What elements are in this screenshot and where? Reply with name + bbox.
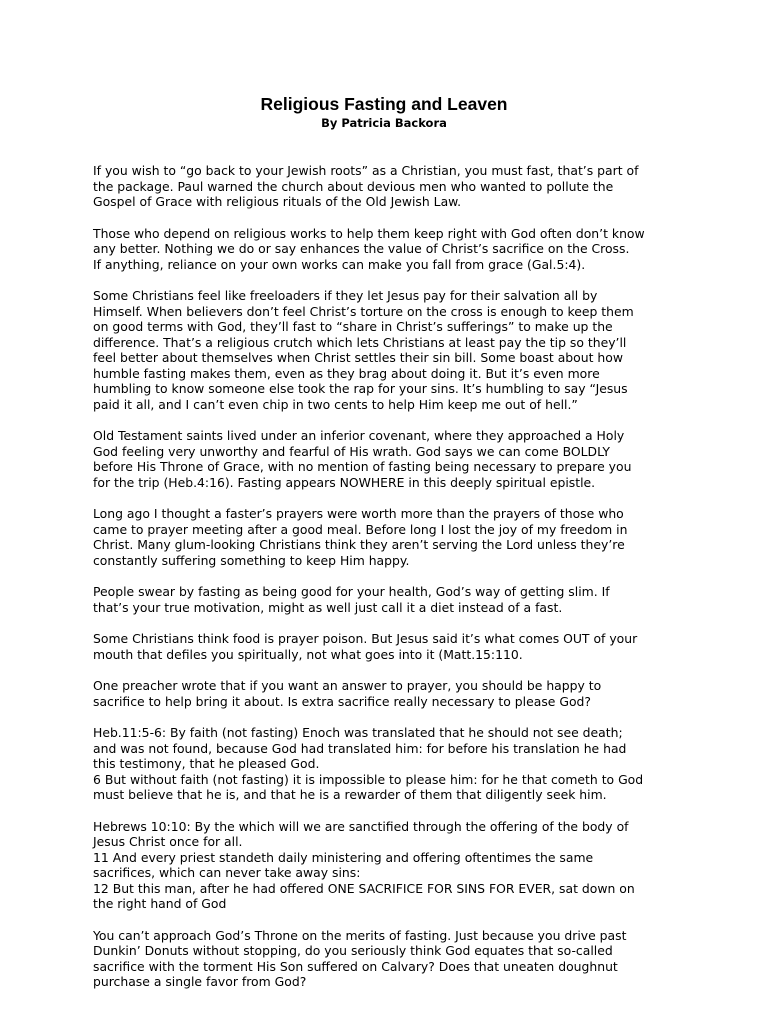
text-line: the package. Paul warned the church about devious men who wanted to pollute the: [93, 178, 614, 194]
text-line: this testimony, that he pleased God.: [93, 756, 320, 771]
paragraph: [93, 428, 683, 490]
text-line: Some Christians feel like freeloaders if they let Jesus pay for their salvation all by: [93, 288, 598, 303]
text-line: sacrifice with the torment His Son suffered on Calvary? Does that uneaten doughnut: [93, 958, 618, 974]
paragraph: [93, 631, 683, 662]
text-line: purchase a single favor from God?: [93, 974, 307, 989]
text-line: Heb.11:5-6: By faith (not fasting) Enoch was translated that he should not see death;: [93, 725, 623, 740]
paragraph: [93, 928, 683, 990]
text-line: sacrifices, which can never take away sins:: [93, 865, 361, 880]
text-line: Old Testament saints lived under an inferior covenant, where they approached a Holy: [93, 428, 625, 443]
text-line: Gospel of Grace with religious rituals of the Old Jewish Law.: [93, 194, 462, 209]
text-line: that’s your true motivation, might as well just call it a diet instead of a fast.: [93, 599, 563, 615]
text-line: 6 But without faith (not fasting) it is impossible to please him: for he that cometh to God: [93, 771, 644, 787]
paragraph: [93, 819, 683, 912]
text-line: Those who depend on religious works to help them keep right with God often don’t know: [93, 225, 645, 241]
text-line: before His Throne of Grace, with no mention of fasting being necessary to prepare you: [93, 459, 632, 474]
text-line: People swear by fasting as being good for your health, God’s way of getting slim. If: [93, 584, 610, 599]
text-line: Long ago I thought a faster’s prayers were worth more than the prayers of those who: [93, 506, 624, 521]
text-line: You can’t approach God’s Throne on the merits of fasting. Just because you drive past: [93, 927, 627, 943]
paragraph: [93, 725, 683, 803]
text-line: If you wish to “go back to your Jewish roots” as a Christian, you must fast, that’s part of: [93, 163, 639, 178]
text-line: humbling to know someone else took the rap for your sins. It’s humbling to say “Jesus: [93, 381, 628, 396]
text-line: and was not found, because God had translated him: for before his translation he had: [93, 740, 627, 756]
text-line: feel better about themselves when Christ settles their sin bill. Some boast about how: [93, 350, 623, 365]
text-line: constantly suffering something to keep Him happy.: [93, 552, 410, 568]
text-line: Christ. Many glum-looking Christians think they aren’t serving the Lord unless they’re: [93, 537, 625, 552]
text-line: on good terms with God, they’ll fast to “share in Christ’s sufferings” to make up the: [93, 319, 613, 334]
document-title: Religious Fasting and Leaven: [260, 94, 508, 114]
text-line: mouth that defiles you spiritually, not what goes into it (Matt.15:110.: [93, 646, 523, 662]
text-line: for the trip (Heb.4:16). Fasting appears NOWHERE in this deeply spiritual epistle.: [93, 474, 596, 490]
text-line: If anything, reliance on your own works can make you fall from grace (Gal.5:4).: [93, 256, 586, 272]
text-line: any better. Nothing we do or say enhances the value of Christ’s sacrifice on the Cross.: [93, 241, 630, 256]
text-line: sacrifice to help bring it about. Is extra sacrifice really necessary to please God?: [93, 693, 591, 709]
text-line: One preacher wrote that if you want an answer to prayer, you should be happy to: [93, 678, 602, 693]
paragraph: [93, 226, 683, 273]
text-line: Dunkin’ Donuts without stopping, do you seriously think God equates that so-called: [93, 943, 613, 958]
document-body: [93, 163, 683, 1006]
paragraph: [93, 506, 683, 568]
paragraph: [93, 584, 683, 615]
text-line: paid it all, and I can’t even chip in two cents to help Him keep me out of hell.”: [93, 396, 578, 412]
text-line: Hebrews 10:10: By the which will we are sanctified through the offering of the body of: [93, 818, 629, 834]
text-line: Some Christians think food is prayer poison. But Jesus said it’s what comes OUT of your: [93, 631, 638, 646]
text-line: Himself. When believers don’t feel Christ’s torture on the cross is enough to keep them: [93, 303, 634, 319]
paragraph: [93, 678, 683, 709]
text-line: God feeling very unworthy and fearful of His wrath. God says we can come BOLDLY: [93, 443, 610, 459]
text-line: came to prayer meeting after a good meal. Before long I lost the joy of my freedom in: [93, 521, 628, 537]
text-line: 11 And every priest standeth daily ministering and offering oftentimes the same: [93, 849, 594, 865]
text-line: 12 But this man, after he had offered ONE SACRIFICE FOR SINS FOR EVER, sat down on: [93, 880, 635, 896]
paragraph: [93, 163, 683, 210]
text-line: difference. That’s a religious crutch which lets Christians at least pay the tip so they’ll: [93, 334, 627, 350]
paragraph: [93, 288, 683, 412]
text-line: the right hand of God: [93, 896, 227, 911]
text-line: Jesus Christ once for all.: [93, 834, 243, 849]
text-line: humble fasting makes them, even as they brag about doing it. But it’s even more: [93, 365, 600, 381]
document-author: By Patricia Backora: [321, 116, 447, 130]
text-line: must believe that he is, and that he is a rewarder of them that diligently seek him.: [93, 787, 607, 802]
